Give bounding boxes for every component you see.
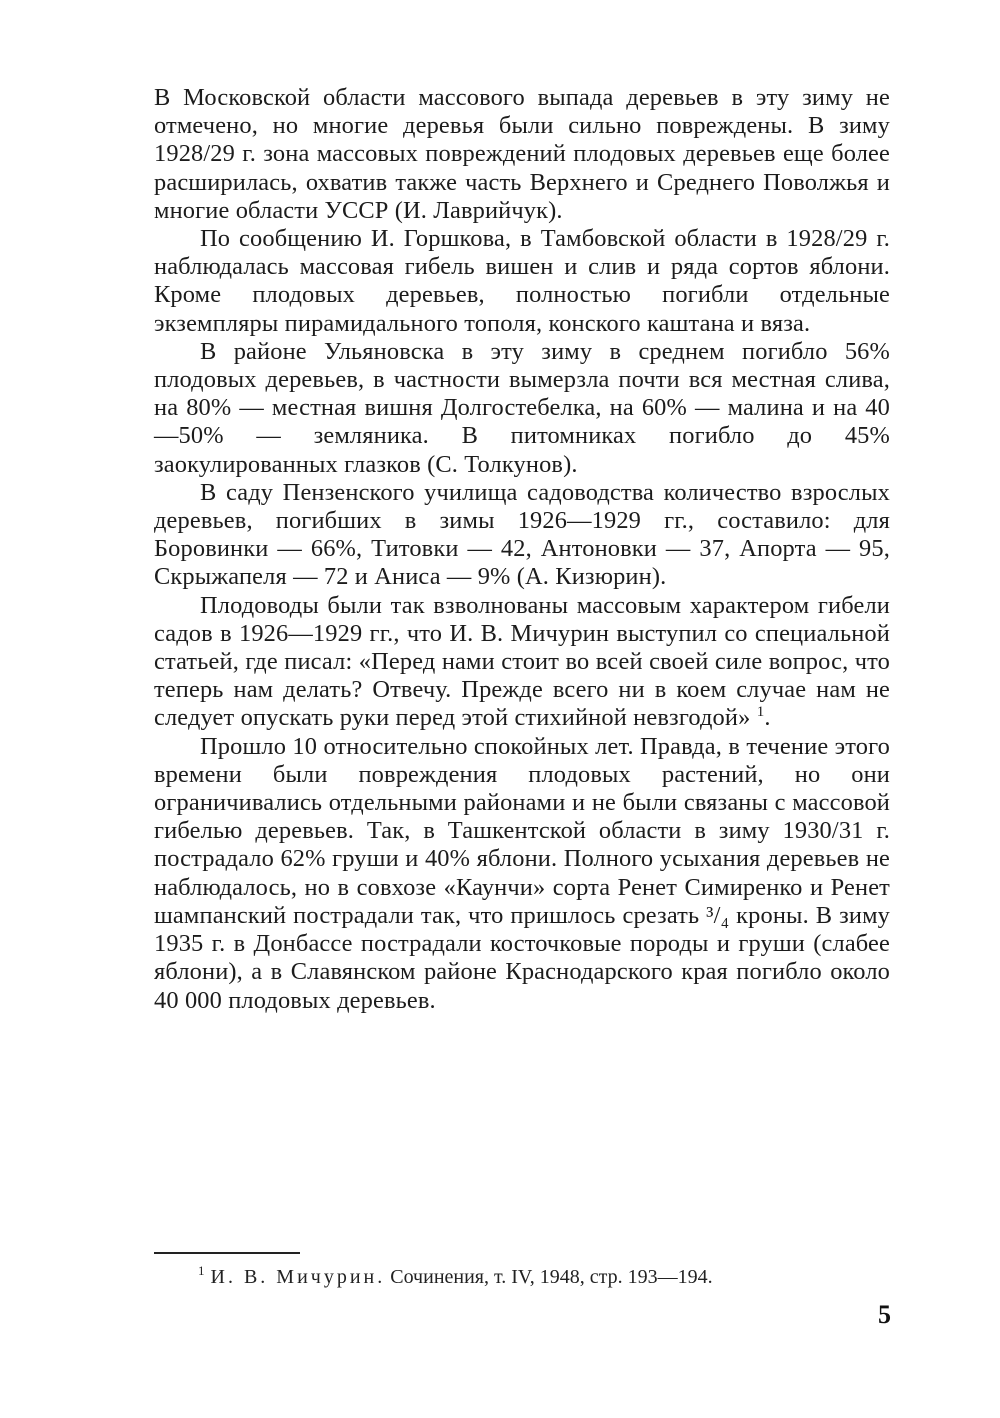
page-number: 5 [878, 1300, 891, 1329]
footnote-divider [154, 1252, 300, 1254]
page-body [154, 84, 890, 1015]
paragraph-tambov-region: По сообщению И. Горшкова, в Тамбовской области в 1928/29 г. наблюдалась массовая гибель вишен и слив и ряда сортов яблони. Кроме плодовых деревьев, полностью погибли отдельные экземпляры пирамидального тополя, конского каштана и вяза. [154, 225, 890, 337]
paragraph-ulyanovsk: В районе Ульяновска в эту зиму в среднем погибло 56% плодовых деревьев, в частности вымерзла почти вся местная слива, на 80% — местная вишня Долгостебелка, на 60% — малина и на 40—50% — земляника. В питомниках погибло до 45% заокулированных глазков (С. Толкунов). [154, 337, 890, 478]
footnote-reference[interactable]: 1 [756, 704, 765, 721]
paragraph-ten-calm-years: Прошло 10 относительно спокойных лет. Правда, в течение этого времени были повреждения плодовых растений, но они ограничивались отдельными районами и не были связаны с массовой гибелью деревьев. Так, в Ташкентской области в зиму 1930/31 г. пострадало 62% груши и 40% яблони. Полного усыхания деревьев не наблюдалось, но в совхозе «Каунчи» сорта Ренет Симиренко и Ренет шампанский пострадали так, что пришлось срезать ³/₄ кроны. В зиму 1935 г. в Донбассе пострадали косточковые породы и груши (слабее яблони), а в Славянском районе Краснодарского края погибло около 40 000 плодовых деревьев. [154, 732, 890, 1014]
paragraph-michurin-quote [154, 592, 890, 733]
paragraph-penza-school: В саду Пензенского училища садоводства количество взрослых деревьев, погибших в зимы 1926—1929 гг., составило: для Боровинки — 66%, Титовки — 42, Антоновки — 37, Апорта — 95, Скрыжапеля — 72 и Аниса — 9% (А. Кизюрин). [154, 478, 890, 591]
footnote [198, 1265, 713, 1289]
michurin-quote-text: Плодоводы были так взволнованы массовым характером гибели садов в 1926—1929 гг., что И. В. Мичурин выступил со специальной статьей, где писал: «Перед нами стоит во всей своей силе вопрос, что теперь нам делать? Отвечу. Прежде всего ни в коем случае нам не следует опускать руки перед этой стихийной невзгодой» [154, 591, 890, 732]
paragraph-moscow-region: В Московской области массового выпада деревьев в эту зиму не отмечено, но многие деревья были сильно повреждены. В зиму 1928/29 г. зона массовых повреждений плодовых деревьев еще более расширилась, охватив также часть Верхнего и Среднего Поволжья и многие области УССР (И. Лаврийчук). [154, 84, 890, 224]
footnote-author: И. В. Мичурин. [210, 1266, 386, 1288]
footnote-source: Сочинения, т. IV, 1948, стр. 193—194. [390, 1266, 713, 1288]
footnote-mark: 1 [198, 1263, 205, 1279]
footnote-reference-period: . [764, 704, 771, 732]
